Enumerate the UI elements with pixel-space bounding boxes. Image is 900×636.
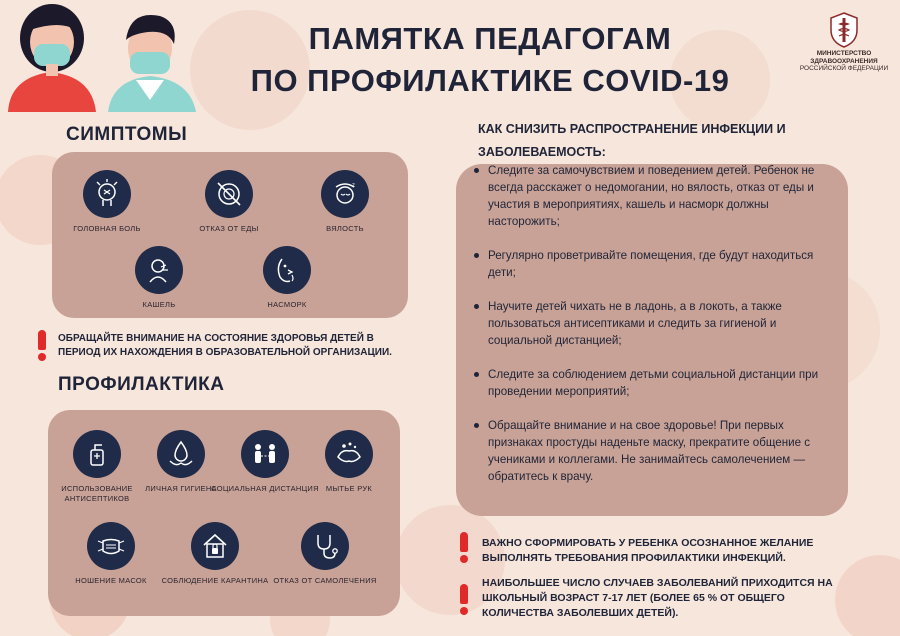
list-item: Обращайте внимание и на свое здоровье! При первых признаках простуды наденьте маску, прекратите общение с учениками и коллегами. Не занимайтесь самолечением — обратитесь к врачу.	[470, 417, 836, 485]
symptom-label: ГОЛОВНАЯ БОЛЬ	[73, 224, 141, 233]
list-item: Регулярно проветривайте помещения, где будут находиться дети;	[470, 247, 836, 281]
prevention-title: ПРОФИЛАКТИКА	[58, 374, 225, 395]
runny-nose-icon	[263, 246, 311, 294]
symptoms-title: СИМПТОМЫ	[66, 124, 188, 145]
prevention-label: НОШЕНИЕ МАСОК	[75, 576, 147, 585]
prevention-label: ОТКАЗ ОТ САМОЛЕЧЕНИЯ	[273, 576, 377, 585]
headache-icon	[83, 170, 131, 218]
prevention-quarantine	[160, 522, 270, 586]
social-distance-icon	[241, 430, 289, 478]
title-line-1: ПАМЯТКА ПЕДАГОГАМ	[308, 21, 672, 56]
symptoms-warning: ОБРАЩАЙТЕ ВНИМАНИЕ НА СОСТОЯНИЕ ЗДОРОВЬЯ ДЕТЕЙ В ПЕРИОД ИХ НАХОЖДЕНИЯ В ОБРАЗОВАТЕЛЬНОЙ ОРГАНИЗАЦИИ.	[58, 333, 392, 358]
people-in-masks-illustration	[0, 0, 232, 112]
quarantine-icon	[191, 522, 239, 570]
prevention-label: СОЦИАЛЬНАЯ ДИСТАНЦИЯ	[211, 484, 319, 493]
prevention-no-self-treatment	[270, 522, 380, 586]
symptom-lethargy	[290, 170, 400, 234]
howto-bullet-list	[470, 162, 836, 502]
symptom-food-refusal	[174, 170, 284, 234]
title-line-2: ПО ПРОФИЛАКТИКЕ COVID-19	[250, 63, 730, 98]
note-2: НАИБОЛЬШЕЕ ЧИСЛО СЛУЧАЕВ ЗАБОЛЕВАНИЙ ПРИХОДИТСЯ НА ШКОЛЬНЫЙ ВОЗРАСТ 7-17 ЛЕТ (БОЛЕЕ 65 % ОТ ОБЩЕГО КОЛИЧЕСТВА ЗАБОЛЕВШИХ ДЕТЕЙ).	[482, 577, 833, 619]
ministry-logo	[790, 12, 898, 73]
svg-text:z: z	[352, 183, 355, 189]
note-1: ВАЖНО СФОРМИРОВАТЬ У РЕБЕНКА ОСОЗНАННОЕ ЖЕЛАНИЕ ВЫПОЛНЯТЬ ТРЕБОВАНИЯ ПРОФИЛАКТИКИ ИНФЕКЦИЙ.	[482, 537, 814, 564]
food-refusal-icon	[205, 170, 253, 218]
symptoms-panel	[52, 152, 408, 318]
howto-title: КАК СНИЗИТЬ РАСПРОСТРАНЕНИЕ ИНФЕКЦИИ И ЗАБОЛЕВАЕМОСТЬ:	[478, 122, 786, 159]
prevention-label: СОБЛЮДЕНИЕ КАРАНТИНА	[161, 576, 269, 585]
prevention-label: ЛИЧНАЯ ГИГИЕНА	[145, 484, 217, 493]
page-title	[240, 18, 740, 102]
no-self-treatment-icon	[301, 522, 349, 570]
emblem-icon	[829, 12, 859, 48]
symptom-cough	[104, 246, 214, 310]
prevention-handwashing	[294, 430, 404, 494]
symptom-runny-nose	[232, 246, 342, 310]
cough-icon	[135, 246, 183, 294]
lethargy-icon	[321, 170, 369, 218]
mask-icon	[87, 522, 135, 570]
ministry-line-2: ЗДРАВООХРАНЕНИЯ	[810, 57, 878, 65]
handwashing-icon	[325, 430, 373, 478]
warning-mark-icon	[458, 532, 470, 563]
symptom-label: КАШЕЛЬ	[142, 300, 176, 309]
list-item: Следите за самочувствием и поведением детей. Ребенок не всегда расскажет о недомогании, но вялость, отказ от еды и участия в мероприятиях, кашель и насморк должны насторожить;	[470, 162, 836, 230]
symptom-label: ОТКАЗ ОТ ЕДЫ	[199, 224, 259, 233]
warning-mark-icon	[36, 330, 48, 361]
prevention-label: ИСПОЛЬЗОВАНИЕ АНТИСЕПТИКОВ	[61, 484, 133, 503]
symptom-label: НАСМОРК	[267, 300, 307, 309]
hygiene-icon	[157, 430, 205, 478]
antiseptic-icon	[73, 430, 121, 478]
list-item: Научите детей чихать не в ладонь, а в локоть, а также пользоваться антисептиками и следить за гигиеной и социальной дистанцией;	[470, 298, 836, 349]
list-item: Следите за соблюдением детьми социальной дистанции при проведении мероприятий;	[470, 366, 836, 400]
warning-mark-icon	[458, 584, 470, 615]
ministry-line-3: РОССИЙСКОЙ ФЕДЕРАЦИИ	[799, 65, 889, 72]
prevention-panel	[48, 410, 400, 616]
symptom-headache	[52, 170, 162, 234]
ministry-line-1: МИНИСТЕРСТВО	[816, 50, 872, 57]
prevention-mask	[56, 522, 166, 586]
symptom-label: ВЯЛОСТЬ	[326, 224, 364, 233]
prevention-label: МЫТЬЕ РУК	[325, 484, 373, 493]
